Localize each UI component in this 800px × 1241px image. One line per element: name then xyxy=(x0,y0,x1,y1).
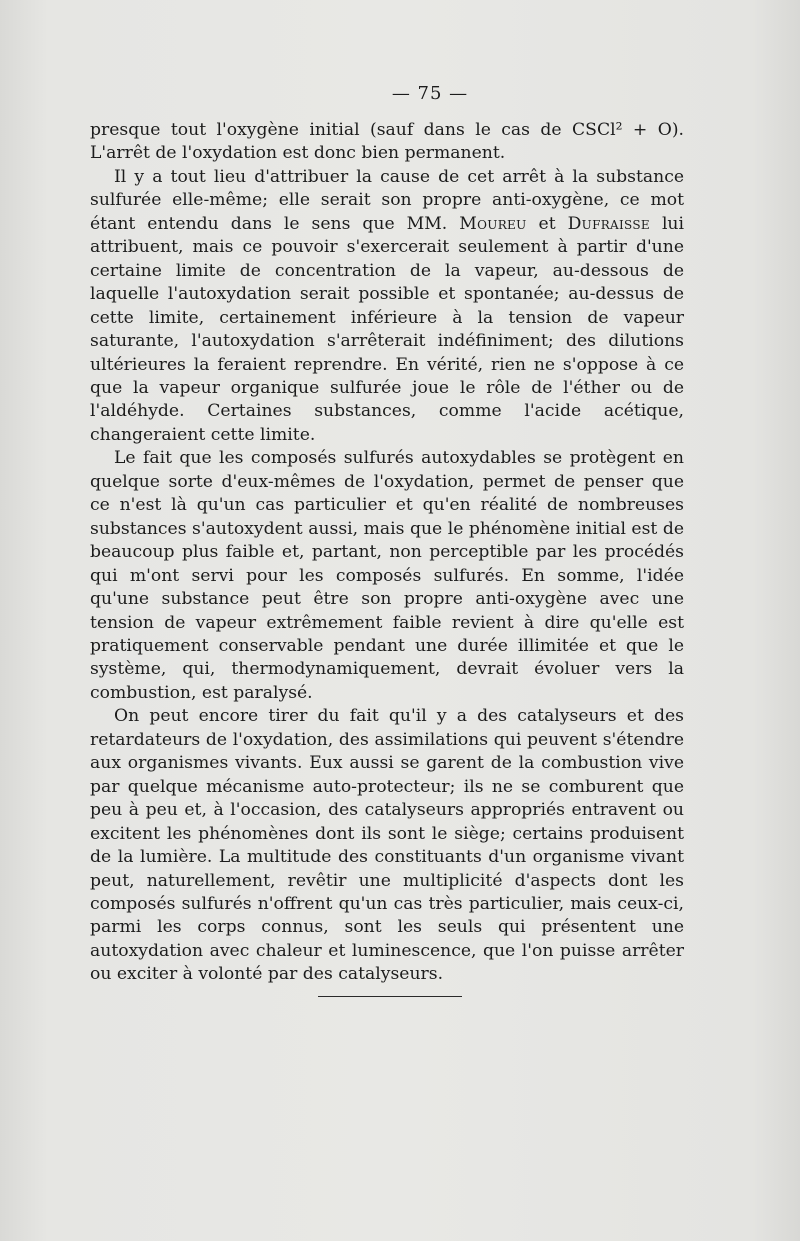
paragraph-2-start: Il y a tout lieu d'attribuer la cause de cet arrêt à la substance sulfurée elle-même; elle serait son propre anti-oxygène, ce mot étant entendu dans le sens que MM. xyxy=(90,166,684,234)
author-name-dufraisse: Dufraisse xyxy=(567,213,650,234)
paragraph-2-mid: et xyxy=(526,213,568,234)
paragraph-2 xyxy=(90,166,684,447)
body-text xyxy=(90,119,684,987)
end-rule xyxy=(318,996,462,997)
paragraph-1: presque tout l'oxygène initial (sauf dans le cas de CSCl² + O). L'arrêt de l'oxydation est donc bien permanent. xyxy=(90,120,684,164)
page-number: — 75 — xyxy=(391,83,469,104)
paragraph-3: Le fait que les composés sulfurés autoxydables se protègent en quelque sorte d'eux-mêmes de l'oxydation, permet de penser que ce n'est là qu'un cas particulier et qu'en réalité de nombreuses substances s'autoxydent aussi, mais que le phénomène initial est de beaucoup plus faible et, partant, non perceptible par les procédés qui m'ont servi pour les composés sulfurés. En somme, l'idée qu'une substance peut être son propre anti-oxygène avec une tension de vapeur extrêmement faible revient à dire qu'elle est pratiquement conservable pendant une durée illimitée et que le système, qui, thermodynamiquement, devrait évoluer vers la combustion, est paralysé. xyxy=(90,448,684,703)
author-name-moureu: Moureu xyxy=(459,213,527,234)
paragraph-2-end: lui attribuent, mais ce pouvoir s'exercerait seulement à partir d'une certaine limite de concentration de la vapeur, au-dessous de laquelle l'autoxydation serait possible et spontanée; au-dessus de cette limite, certainement inférieure à la tension de vapeur saturante, l'autoxydation s'arrêterait indéfiniment; des dilutions ultérieures la feraient reprendre. En vérité, rien ne s'oppose à ce que la vapeur organique sulfurée joue le rôle de l'éther ou de l'aldéhyde. Certaines substances, comme l'acide acétique, changeraient cette limite. xyxy=(90,213,685,445)
paragraph-4: On peut encore tirer du fait qu'il y a des catalyseurs et des retardateurs de l'oxydation, des assimilations qui peuvent s'étendre aux organismes vivants. Eux aussi se garent de la combustion vive par quelque mécanisme auto-protecteur; ils ne se comburent que peu à peu et, à l'occasion, des catalyseurs appropriés entravent ou excitent les phénomènes dont ils sont le siège; certains produisent de la lumière. La multitude des constituants d'un organisme vivant peut, naturellement, revêtir une multiplicité d'aspects dont les composés sulfurés n'offrent qu'un cas très particulier, mais ceux-ci, parmi les corps connus, sont les seuls qui présentent une autoxydation avec chaleur et luminescence, que l'on puisse arrêter ou exciter à volonté par des catalyseurs. xyxy=(90,706,684,985)
